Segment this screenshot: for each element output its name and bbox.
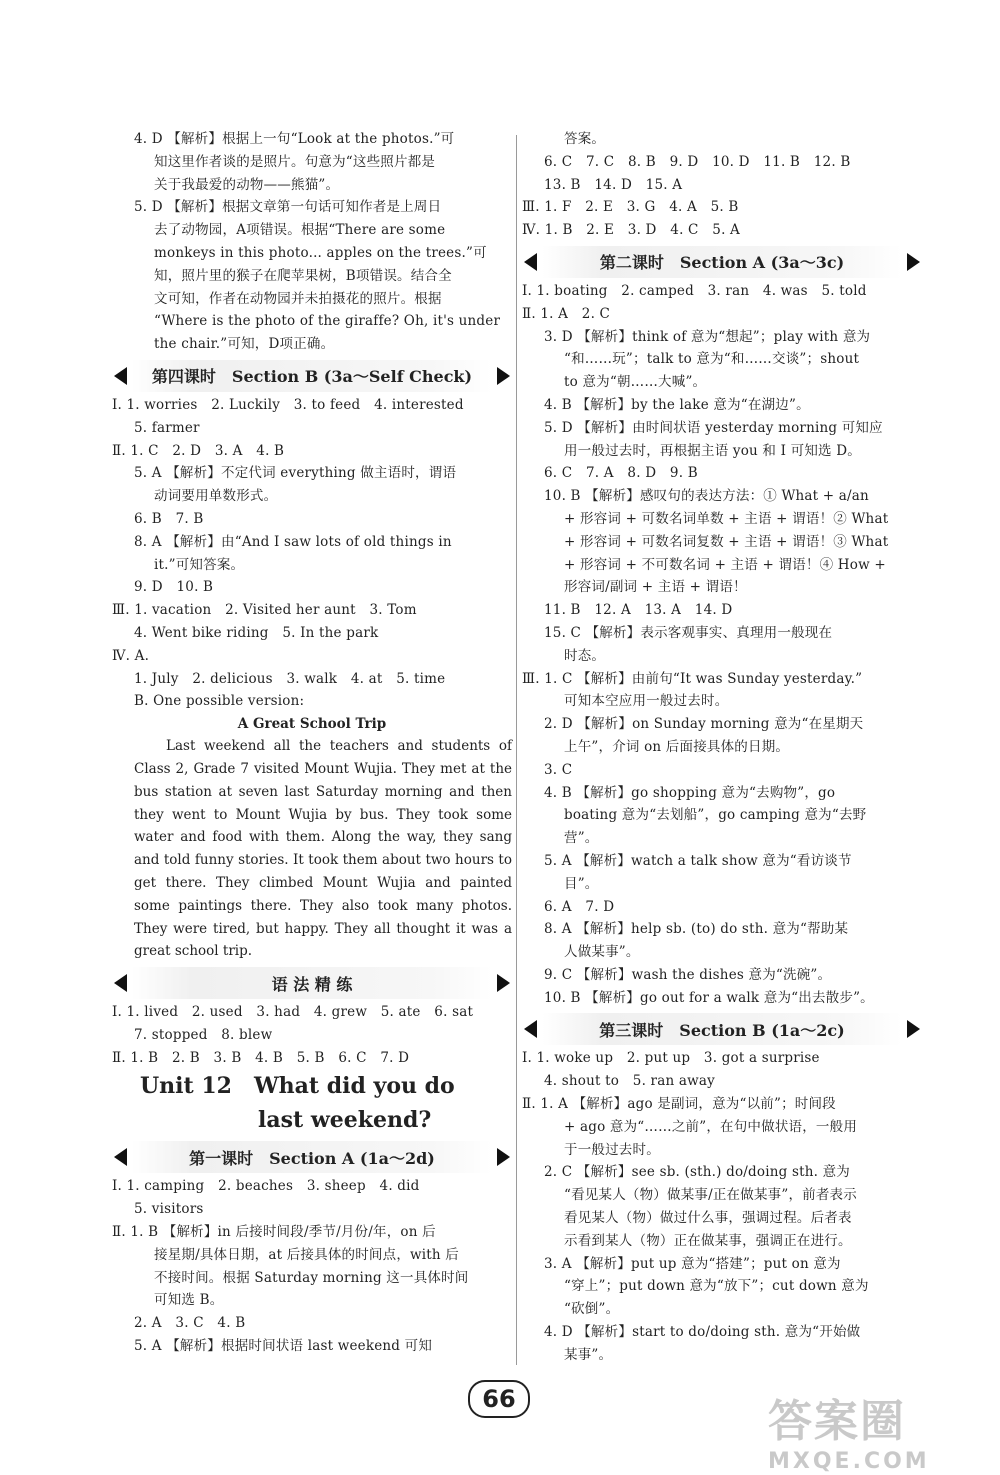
answer-line: 8. A 【解析】由“And I saw lots of old things in — [134, 533, 452, 550]
unit-title-line2: last weekend? — [258, 1107, 432, 1134]
answer-line: 看见某人（物）做过什么事，强调过程。后者表 — [564, 1210, 852, 1227]
answer-line: Ⅲ. 1. F 2. E 3. G 4. A 5. B — [522, 199, 739, 216]
answer-line: Ⅰ. 1. worries 2. Luckily 3. to feed 4. interested — [112, 396, 464, 413]
answer-line: 知，照片里的猴子在爬苹果树，B项错误。结合全 — [154, 267, 452, 284]
answer-line: 可知选 B。 — [154, 1292, 224, 1309]
answer-line: 10. B 【解析】go out for a walk 意为“出去散步”。 — [544, 989, 874, 1006]
answer-line: 6. B 7. B — [134, 510, 204, 527]
answer-line: 形容词/副词 + 主语 + 谓语！ — [564, 579, 747, 596]
triangle-right-icon — [497, 1148, 510, 1166]
answer-line: “和……玩”；talk to 意为“和……交谈”；shout — [564, 351, 860, 368]
section-header-grammar — [112, 967, 512, 999]
answer-line: 营”。 — [564, 830, 599, 847]
answer-line: Ⅳ. 1. B 2. E 3. D 4. C 5. A — [522, 222, 741, 239]
answer-line: Ⅰ. 1. boating 2. camped 3. ran 4. was 5. told — [522, 282, 867, 299]
answer-line: 文可知，作者在动物园并未拍摄花的照片。根据 — [154, 290, 442, 307]
answer-line: 4. D 【解析】start to do/doing sth. 意为“开始做 — [544, 1324, 861, 1341]
answer-line: 6. A 7. D — [544, 898, 615, 915]
answer-line: 13. B 14. D 15. A — [544, 176, 683, 193]
answer-line: 8. A 【解析】help sb. (to) do sth. 意为“帮助某 — [544, 921, 849, 938]
answer-line: 9. D 10. B — [134, 579, 214, 596]
answer-line: it.”可知答案。 — [154, 556, 245, 573]
section-header-lesson1 — [112, 1141, 512, 1173]
answer-line: “砍倒”。 — [564, 1301, 620, 1318]
left-answers-part1 — [112, 128, 512, 356]
left-answers-part4 — [112, 1175, 512, 1357]
answer-line: 不接时间。根据 Saturday morning 这一具体时间 — [154, 1269, 469, 1286]
answer-line: + 形容词 + 不可数名词 + 主语 + 谓语！④ How + — [564, 556, 886, 573]
answer-line: 1. July 2. delicious 3. walk 4. at 5. time — [134, 670, 446, 687]
answer-line: 去了动物园，A项错误。根据“There are some — [154, 222, 446, 239]
answer-line: “看见某人（物）做某事/正在做某事”，前者表示 — [564, 1187, 857, 1204]
answer-line: 4. Went bike riding 5. In the park — [134, 624, 379, 641]
answer-line: B. One possible version: — [134, 693, 305, 710]
essay-paragraph: Last weekend all the teachers and students of Class 2, Grade 7 visited Mount Wujia. They met at the bus station at seven last Saturday morning and then they went to Mount Wujia by bus. They took some water and food with them. Along the way, they sang and told funny stories. It took them about two hours to get there. They climbed Mount Wujia and painted some paintings there. They also took many photos. They were tired, but happy. They all thought it was a great school trip. — [134, 738, 512, 960]
answer-line: Ⅳ. A. — [112, 647, 150, 664]
answer-line: 关于我最爱的动物——熊猫”。 — [154, 176, 340, 193]
section-header-label: 第四课时 Section B (3a～Self Check) — [151, 367, 473, 387]
answer-line: 15. C 【解析】表示客观事实、真理用一般现在 — [544, 624, 833, 641]
answer-line: Ⅰ. 1. woke up 2. put up 3. got a surprise — [522, 1050, 820, 1067]
right-answers-part2 — [522, 280, 922, 1010]
left-answers-part2 — [112, 394, 512, 713]
answer-line: 5. A 【解析】watch a talk show 意为“看访谈节 — [544, 852, 852, 869]
answer-line: 4. D 【解析】根据上一句“Look at the photos.”可 — [134, 131, 455, 147]
answer-line: 可知本空应用一般过去时。 — [564, 693, 729, 710]
answer-line: the chair.”可知，D项正确。 — [154, 336, 335, 353]
answer-line: Ⅲ. 1. vacation 2. Visited her aunt 3. Tom — [112, 602, 417, 619]
answer-line: 用一般过去时，再根据主语 you 和 I 可知选 D。 — [564, 442, 861, 459]
answer-line: 2. C 【解析】see sb. (sth.) do/doing sth. 意为 — [544, 1164, 850, 1181]
left-answers-part3 — [112, 1001, 512, 1069]
answer-line: monkeys in this photo... apples on the trees.”可 — [154, 244, 487, 261]
answer-line: 答案。 — [564, 131, 606, 147]
answer-line: 2. D 【解析】on Sunday morning 意为“在星期天 — [544, 716, 864, 733]
answer-line: 5. visitors — [134, 1201, 204, 1218]
answer-line: 知这里作者谈的是照片。句意为“这些照片都是 — [154, 153, 436, 170]
answer-line: 示看到某人（物）正在做某事，强调正在进行。 — [564, 1232, 852, 1249]
answer-line: 人做某事”。 — [564, 944, 640, 961]
watermark-text: 答案圈 — [768, 1396, 906, 1447]
right-column — [522, 128, 922, 1367]
section-header-label: 第一课时 Section A (1a～2d) — [189, 1148, 435, 1168]
right-answers-part3 — [522, 1047, 922, 1366]
answer-line: 7. stopped 8. blew — [134, 1026, 273, 1043]
answer-line: to 意为“朝……大喊”。 — [564, 374, 707, 391]
answer-line: 5. A 【解析】不定代词 everything 做主语时，谓语 — [134, 465, 457, 482]
answer-line: 3. C — [544, 761, 573, 778]
answer-line: 10. B 【解析】感叹句的表达方法：① What + a/an — [544, 488, 869, 505]
answer-line: 4. B 【解析】by the lake 意为“在湖边”。 — [544, 396, 810, 413]
answer-line: Ⅰ. 1. camping 2. beaches 3. sheep 4. did — [112, 1178, 420, 1195]
triangle-left-icon — [524, 253, 537, 271]
answer-line: 4. B 【解析】go shopping 意为“去购物”，go — [544, 784, 836, 801]
answer-line: 11. B 12. A 13. A 14. D — [544, 602, 733, 619]
section-header-lesson2 — [522, 246, 922, 278]
answer-line: 5. D 【解析】根据文章第一句话可知作者是上周日 — [134, 199, 442, 216]
answer-line: 某事”。 — [564, 1346, 613, 1363]
essay-title: A Great School Trip — [237, 716, 387, 733]
triangle-left-icon — [114, 367, 127, 385]
answer-line: 接星期/具体日期，at 后接具体的时间点，with 后 — [154, 1246, 459, 1263]
section-header-label: 第三课时 Section B (1a～2c) — [599, 1020, 845, 1040]
answer-line: 动词要用单数形式。 — [154, 488, 278, 505]
answer-line: boating 意为“去划船”，go camping 意为“去野 — [564, 807, 867, 824]
answer-line: + 形容词 + 可数名词单数 + 主语 + 谓语！② What — [564, 510, 889, 527]
answer-line: 5. D 【解析】由时间状语 yesterday morning 可知应 — [544, 419, 883, 436]
answer-line: 2. A 3. C 4. B — [134, 1315, 246, 1332]
answer-line: + 形容词 + 可数名词复数 + 主语 + 谓语！③ What — [564, 533, 889, 550]
answer-line: Ⅱ. 1. C 2. D 3. A 4. B — [112, 442, 285, 459]
answer-line: 3. A 【解析】put up 意为“搭建”；put on 意为 — [544, 1255, 841, 1272]
triangle-right-icon — [497, 974, 510, 992]
section-header-label: 第二课时 Section A (3a～3c) — [599, 253, 845, 273]
triangle-left-icon — [114, 974, 127, 992]
answer-line: + ago 意为“……之前”，在句中做状语，一般用 — [564, 1118, 858, 1135]
right-answers-part1 — [522, 128, 922, 242]
watermark-logo — [768, 1385, 978, 1474]
answer-line: 3. D 【解析】think of 意为“想起”；play with 意为 — [544, 328, 871, 345]
triangle-left-icon — [114, 1148, 127, 1166]
answer-line: 时态。 — [564, 647, 606, 664]
answer-line: Ⅱ. 1. B 【解析】in 后接时间段/季节/月份/年，on 后 — [112, 1224, 436, 1241]
answer-line: 9. C 【解析】wash the dishes 意为“洗碗”。 — [544, 966, 832, 983]
section-header-lesson4 — [112, 360, 512, 392]
answer-line: 4. shout to 5. ran away — [544, 1073, 715, 1090]
unit-title: Unit 12 What did you do — [140, 1073, 455, 1100]
answer-line: “Where is the photo of the giraffe? Oh, it's under — [154, 313, 501, 330]
essay-body — [112, 735, 512, 963]
column-divider — [516, 135, 517, 1365]
answer-line: Ⅱ. 1. B 2. B 3. B 4. B 5. B 6. C 7. D — [112, 1049, 410, 1066]
section-header-lesson3 — [522, 1013, 922, 1045]
answer-line: 上午”，介词 on 后面接具体的日期。 — [564, 738, 790, 755]
triangle-right-icon — [907, 1020, 920, 1038]
answer-line: 于一般过去时。 — [564, 1141, 660, 1158]
answer-line: 目”。 — [564, 875, 599, 892]
answer-line: 6. C 7. C 8. B 9. D 10. D 11. B 12. B — [544, 153, 851, 170]
answer-line: 5. A 【解析】根据时间状语 last weekend 可知 — [134, 1338, 433, 1355]
answer-line: “穿上”；put down 意为“放下”；cut down 意为 — [564, 1278, 869, 1295]
answer-line: Ⅲ. 1. C 【解析】由前句“It was Sunday yesterday.” — [522, 670, 863, 687]
page-number: 66 — [468, 1380, 530, 1418]
section-header-label: 语 法 精 练 — [271, 974, 353, 994]
answer-line: Ⅱ. 1. A 【解析】ago 是副词，意为“以前”；时间段 — [522, 1096, 836, 1113]
triangle-right-icon — [907, 253, 920, 271]
answer-line: 5. farmer — [134, 419, 200, 436]
triangle-right-icon — [497, 367, 510, 385]
triangle-left-icon — [524, 1020, 537, 1038]
watermark-url: MXQE.COM — [768, 1449, 930, 1474]
answer-line: Ⅱ. 1. A 2. C — [522, 305, 611, 322]
answer-line: Ⅰ. 1. lived 2. used 3. had 4. grew 5. ate 6. sat — [112, 1004, 474, 1021]
answer-line: 6. C 7. A 8. D 9. B — [544, 465, 698, 482]
left-column — [112, 128, 512, 1358]
